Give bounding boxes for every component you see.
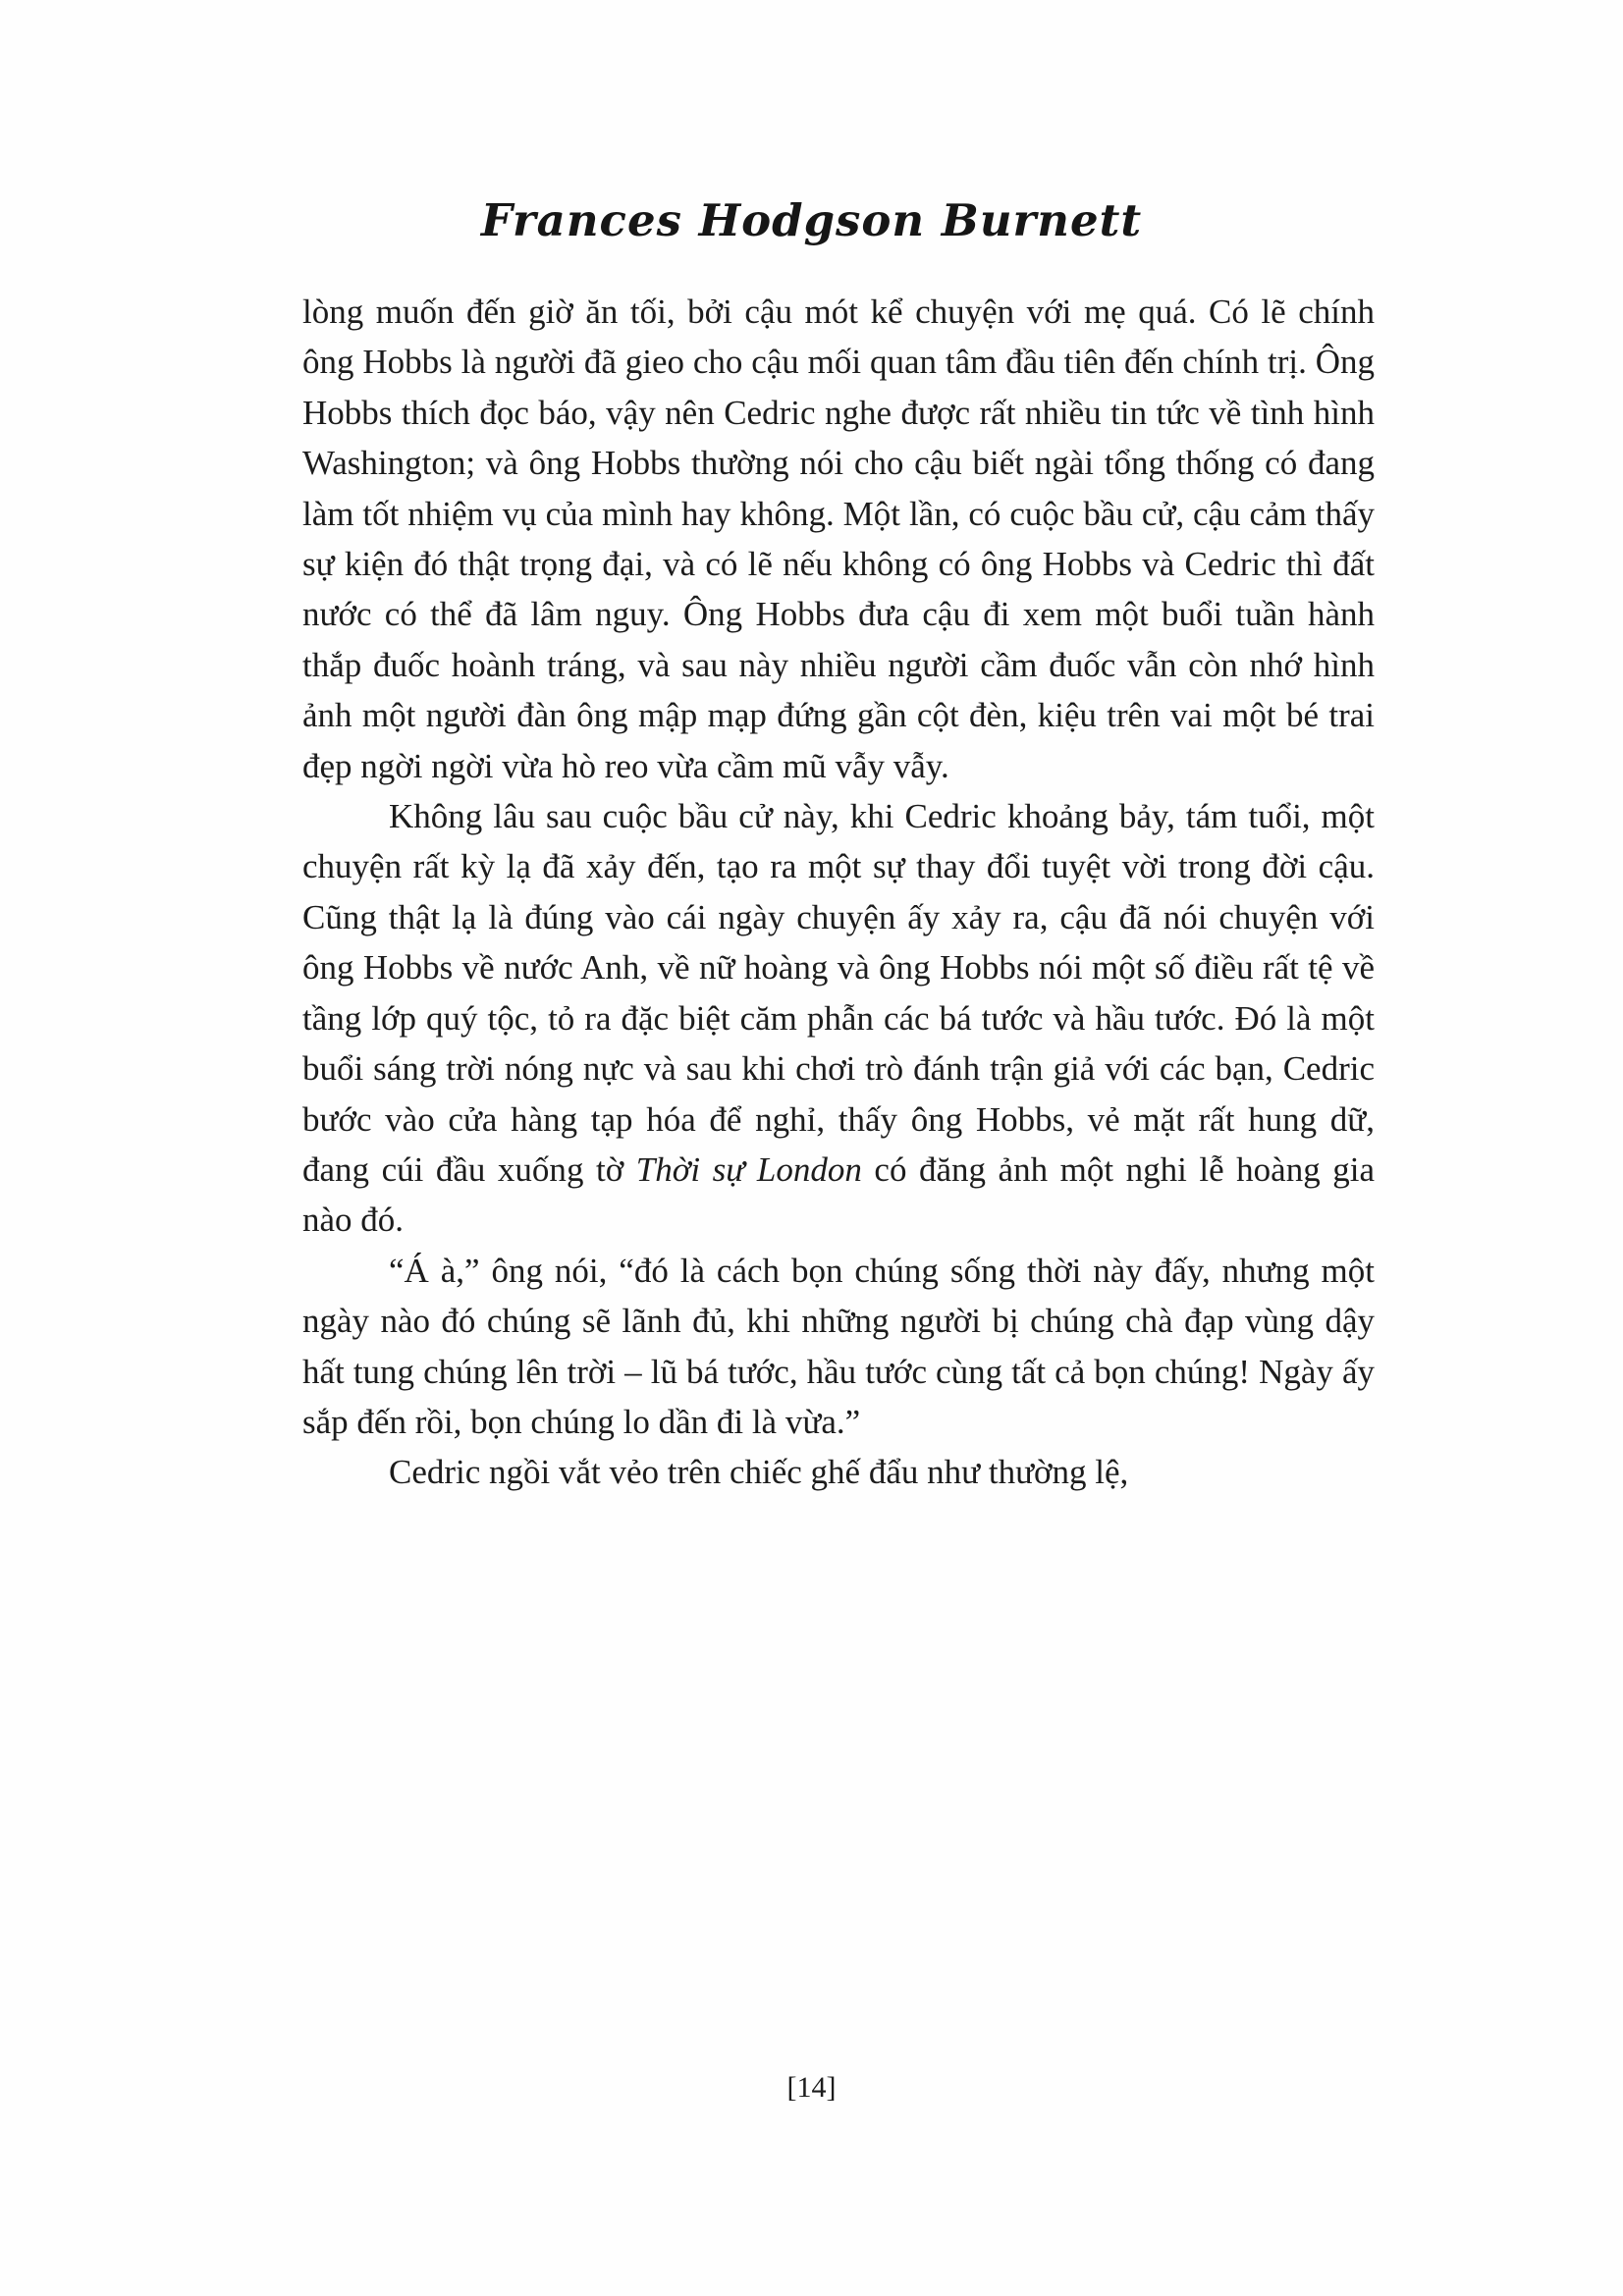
body-paragraph: [302, 287, 1375, 791]
paragraph-text: Không lâu sau cuộc bầu cử này, khi Cedric khoảng bảy, tám tuổi, một chuyện rất kỳ lạ đã xảy đến, tạo ra một sự thay đổi tuyệt vời trong đời cậu. Cũng thật lạ là đúng vào cái ngày chuyện ấy xảy ra, cậu đã nói chuyện với ông Hobbs về nước Anh, về nữ hoàng và ông Hobbs nói một số điều rất tệ về tầng lớp quý tộc, tỏ ra đặc biệt căm phẫn các bá tước và hầu tước. Đó là một buổi sáng trời nóng nực và sau khi chơi trò đánh trận giả với các bạn, Cedric bước vào cửa hàng tạp hóa để nghỉ, thấy ông Hobbs, vẻ mặt rất hung dữ, đang cúi đầu xuống tờ: [302, 797, 1375, 1189]
body-paragraph: [302, 791, 1375, 1246]
page-body: [302, 287, 1375, 1498]
paragraph-text: lòng muốn đến giờ ăn tối, bởi cậu mót kể chuyện với mẹ quá. Có lẽ chính ông Hobbs là người đã gieo cho cậu mối quan tâm đầu tiên đến chính trị. Ông Hobbs thích đọc báo, vậy nên Cedric nghe được rất nhiều tin tức về tình hình Washington; và ông Hobbs thường nói cho cậu biết ngài tổng thống có đang làm tốt nhiệm vụ của mình hay không. Một lần, có cuộc bầu cử, cậu cảm thấy sự kiện đó thật trọng đại, và có lẽ nếu không có ông Hobbs và Cedric thì đất nước có thể đã lâm nguy. Ông Hobbs đưa cậu đi xem một buổi tuần hành thắp đuốc hoành tráng, và sau này nhiều người cầm đuốc vẫn còn nhớ hình ảnh một người đàn ông mập mạp đứng gần cột đèn, kiệu trên vai một bé trai đẹp ngời ngời vừa hò reo vừa cầm mũ vẫy vẫy.: [302, 293, 1375, 785]
body-paragraph: [302, 1246, 1375, 1448]
newspaper-title: Thời sự London: [635, 1149, 862, 1189]
running-header-author: Frances Hodgson Burnett: [480, 194, 1143, 246]
paragraph-text: Cedric ngồi vắt vẻo trên chiếc ghế đẩu như thường lệ,: [389, 1453, 1129, 1492]
paragraph-text: “Á à,” ông nói, “đó là cách bọn chúng sống thời này đấy, nhưng một ngày nào đó chúng sẽ lãnh đủ, khi những người bị chúng chà đạp vùng dậy hất tung chúng lên trời – lũ bá tước, hầu tước cùng tất cả bọn chúng! Ngày ấy sắp đến rồi, bọn chúng lo dần đi là vừa.”: [302, 1251, 1375, 1441]
body-paragraph: [302, 1447, 1375, 1497]
paragraph-text: có đăng ảnh một nghi lễ hoàng gia nào đó.: [302, 1149, 1375, 1240]
page-number: [14]: [786, 2071, 837, 2104]
